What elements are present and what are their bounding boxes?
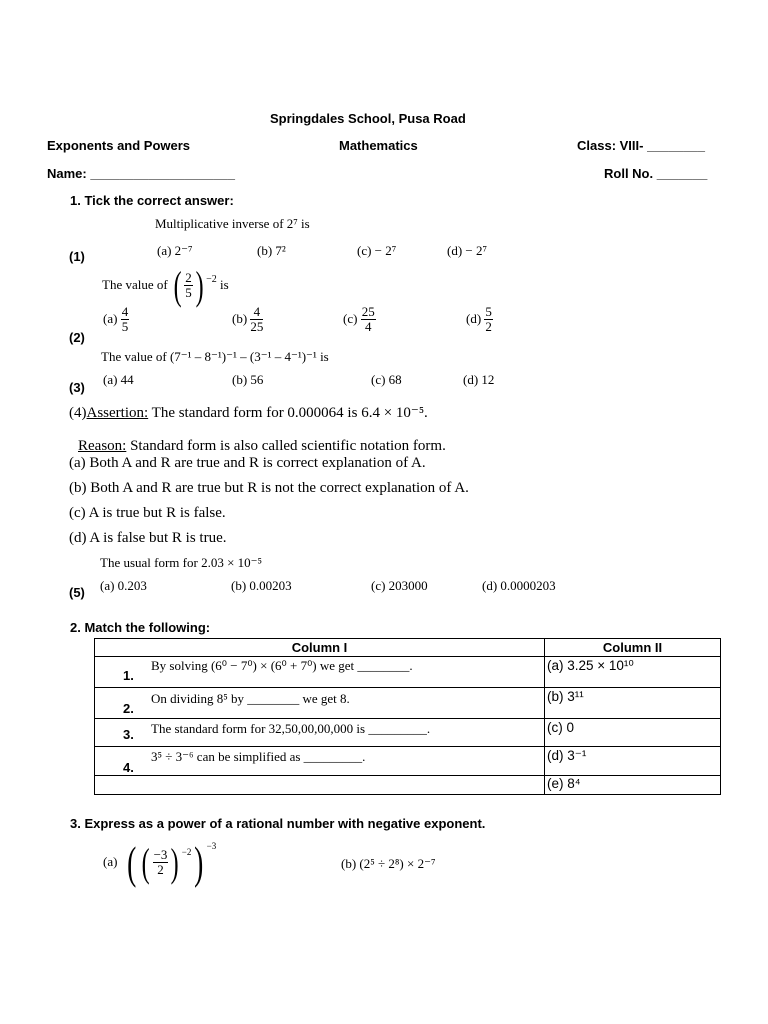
q3-option-b: (b) 56 [232, 372, 264, 387]
q4-option-b: (b) Both A and R are true but R is not the correct explanation of A. [69, 480, 469, 496]
q2-base-fraction: $\frac{2}{5}$ [185, 269, 192, 300]
row-answer: (c) 0 [547, 720, 574, 735]
section3-title: 3. Express as a power of a rational number with negative exponent. [70, 816, 486, 831]
q5-prompt: The usual form for 2.03 × 10⁻⁵ [100, 555, 263, 570]
q3-number: (3) [69, 380, 85, 395]
table-row [95, 657, 721, 688]
q5-option-a: (a) 0.203 [100, 578, 147, 593]
q2-option-c: (c) $\frac{25}{4}$ [343, 304, 375, 334]
section1-title: 1. Tick the correct answer: [70, 193, 234, 208]
table-row [95, 747, 721, 776]
name-field: Name: ____________________ [47, 166, 235, 181]
s3-part-b: (b) (2⁵ ÷ 2⁸) × 2⁻⁷ [341, 856, 436, 871]
subject-title: Mathematics [339, 138, 418, 153]
q4-option-d: (d) A is false but R is true. [69, 530, 227, 546]
table-row [95, 719, 721, 747]
school-title: Springdales School, Pusa Road [270, 111, 466, 126]
q2-option-b: (b) $\frac{4}{25}$ [232, 304, 264, 334]
q2-prompt: The value of ( $\frac{2}{5}$ ) $^{-2}$ is [102, 262, 229, 308]
roll-number-field: Roll No. _______ [604, 166, 708, 181]
match-table [94, 638, 721, 795]
q5-option-b: (b) 0.00203 [231, 578, 292, 593]
s3-part-a: (a) ( ( $\frac{-3}{2}$ ) $^{-2}$ ) $^{-3}$ [103, 836, 217, 888]
row-answer: (a) 3.25 × 10¹⁰ [547, 658, 634, 673]
q3-option-c: (c) 68 [371, 372, 402, 387]
section2-title: 2. Match the following: [70, 620, 211, 635]
topic-title: Exponents and Powers [47, 138, 191, 153]
row-text: 3⁵ ÷ 3⁻⁶ can be simplified as _________. [151, 749, 366, 764]
q4-option-a: (a) Both A and R are true and R is correct explanation of A. [69, 455, 426, 471]
q5-option-c: (c) 203000 [371, 578, 428, 593]
q3-prompt: The value of (7⁻¹ – 8⁻¹)⁻¹ – (3⁻¹ – 4⁻¹)⁻¹ is [101, 349, 329, 364]
row-text: On dividing 8⁵ by ________ we get 8. [151, 691, 350, 706]
q1-prompt: Multiplicative inverse of 2⁷ is [155, 216, 310, 231]
q4-reason: Reason: Standard form is also called scientific notation form. [78, 438, 446, 454]
table-row [95, 776, 721, 795]
q1-option-d: (d) − 2⁷ [447, 243, 488, 258]
q4-assertion: (4)Assertion: The standard form for 0.000064 is 6.4 × 10⁻⁵. [69, 405, 428, 421]
row-answer: (d) 3⁻¹ [547, 748, 587, 763]
column-2-header: Column II [545, 639, 721, 657]
q4-option-c: (c) A is true but R is false. [69, 505, 226, 521]
row-text: The standard form for 32,50,00,00,000 is _________. [151, 721, 431, 736]
q1-option-b: (b) 7² [257, 243, 286, 258]
column-1-header: Column I [95, 639, 545, 657]
q2-number: (2) [69, 330, 85, 345]
q2-option-d: (d) $\frac{5}{2}$ [466, 304, 492, 334]
q2-option-a: (a) $\frac{4}{5}$ [103, 304, 129, 334]
q5-number: (5) [69, 585, 85, 600]
row-text: By solving (6⁰ − 7⁰) × (6⁰ + 7⁰) we get ________. [151, 658, 413, 673]
q1-option-c: (c) − 2⁷ [357, 243, 397, 258]
class-field: Class: VIII- ________ [577, 138, 705, 153]
row-answer: (b) 3¹¹ [547, 689, 584, 704]
row-number: 4. [123, 760, 134, 775]
row-number: 3. [123, 727, 134, 742]
row-number: 2. [123, 701, 134, 716]
row-number: 1. [123, 668, 134, 683]
q3-option-a: (a) 44 [103, 372, 134, 387]
q3-option-d: (d) 12 [463, 372, 495, 387]
q1-number: (1) [69, 249, 85, 264]
q1-option-a: (a) 2⁻⁷ [157, 243, 193, 258]
q5-option-d: (d) 0.0000203 [482, 578, 556, 593]
row-answer: (e) 8⁴ [547, 776, 581, 791]
match-table-header [95, 639, 721, 657]
table-row [95, 688, 721, 719]
